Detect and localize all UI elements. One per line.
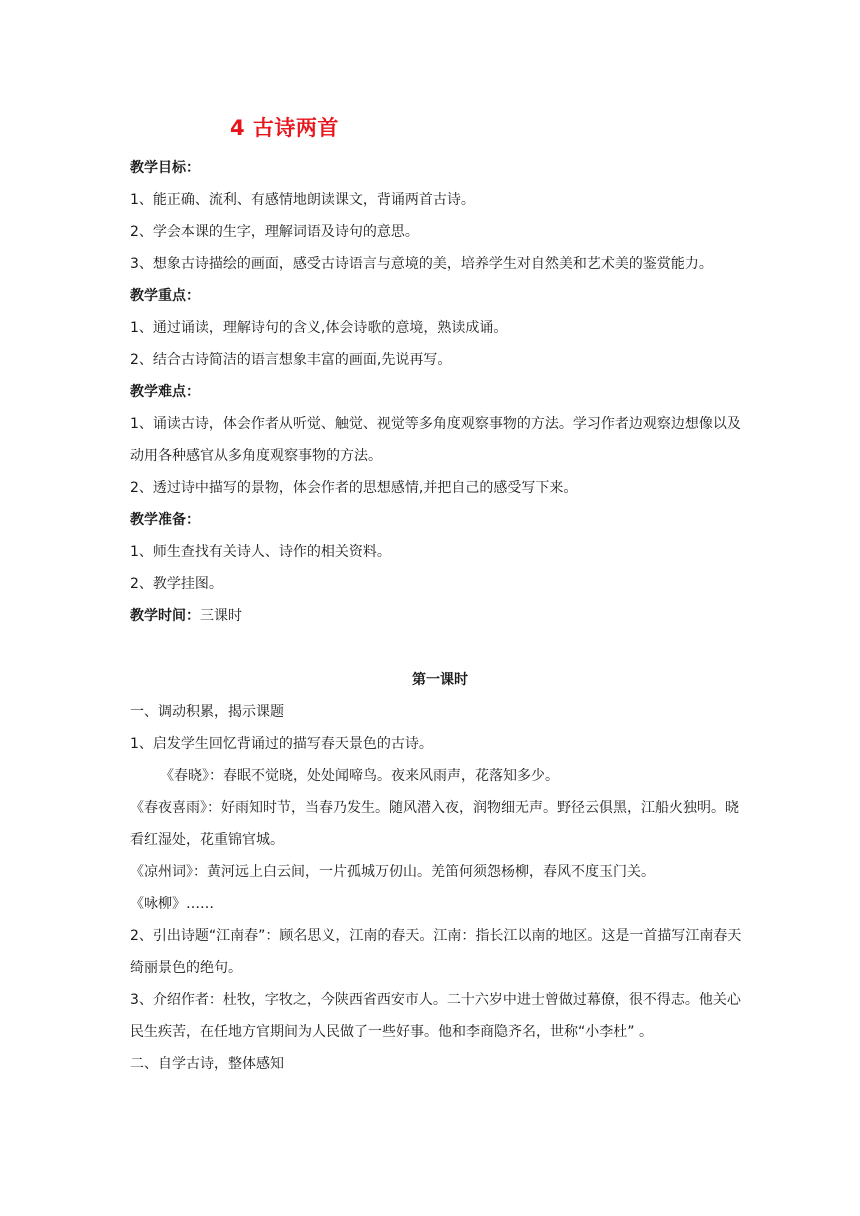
section-heading: 二、自学古诗，整体感知: [130, 1056, 284, 1072]
document-title: 4 古诗两首: [230, 116, 339, 140]
step-item: 1、启发学生回忆背诵过的描写春天景色的古诗。: [130, 736, 433, 752]
objective-item: 2、学会本课的生字，理解词语及诗句的意思。: [130, 224, 419, 240]
poem-line: 《春晓》：春眠不觉晓，处处闻啼鸟。夜来风雨声，花落知多少。: [160, 768, 559, 784]
preparation-item: 1、师生查找有关诗人、诗作的相关资料。: [130, 544, 391, 560]
key-point-item: 1、通过诵读，理解诗句的含义,体会诗歌的意境，熟读成诵。: [130, 320, 508, 336]
step-item: 3、介绍作者：杜牧，字牧之，今陕西省西安市人。二十六岁中进士曾做过幕僚，很不得志。他关心民生疾苦，在任地方官期间为人民做了一些好事。他和李商隐齐名，世称“小李杜” 。: [130, 992, 741, 1040]
teaching-time: [130, 600, 750, 632]
key-point-item: 2、结合古诗简洁的语言想象丰富的画面,先说再写。: [130, 352, 452, 368]
poem-line: 《春夜喜雨》：好雨知时节，当春乃发生。随风潜入夜，润物细无声。野径云俱黑，江船火独明。晓看红湿处，花重锦官城。: [130, 800, 739, 848]
objective-item: 3、想象古诗描绘的画面，感受古诗语言与意境的美，培养学生对自然美和艺术美的鉴赏能力。: [130, 256, 713, 272]
difficulties-heading: 教学难点：: [130, 384, 200, 400]
poem-line: 《凉州词》：黄河远上白云间，一片孤城万仞山。羌笛何须怨杨柳，春风不度玉门关。: [130, 864, 655, 880]
document-body: [130, 152, 750, 1080]
poem-line: 《咏柳》……: [130, 896, 214, 912]
teaching-time-label: 教学时间：: [130, 608, 200, 624]
key-points-heading: 教学重点：: [130, 288, 200, 304]
objective-item: 1、能正确、流利、有感情地朗读课文，背诵两首古诗。: [130, 192, 475, 208]
section-heading: 一、调动积累，揭示课题: [130, 704, 284, 720]
preparation-item: 2、教学挂图。: [130, 576, 223, 592]
preparation-heading: 教学准备：: [130, 512, 200, 528]
step-item: 2、引出诗题“江南春”：顾名思义，江南的春天。江南：指长江以南的地区。这是一首描写江南春天绮丽景色的绝句。: [130, 928, 742, 976]
teaching-time-value: 三课时: [200, 608, 242, 624]
difficulty-item: 1、诵读古诗，体会作者从听觉、触觉、视觉等多角度观察事物的方法。学习作者边观察边想像以及动用各种感官从多角度观察事物的方法。: [130, 416, 741, 464]
difficulty-item: 2、透过诗中描写的景物，体会作者的思想感情,并把自己的感受写下来。: [130, 480, 578, 496]
lesson-heading: 第一课时: [412, 672, 468, 688]
objectives-heading: 教学目标：: [130, 160, 200, 176]
